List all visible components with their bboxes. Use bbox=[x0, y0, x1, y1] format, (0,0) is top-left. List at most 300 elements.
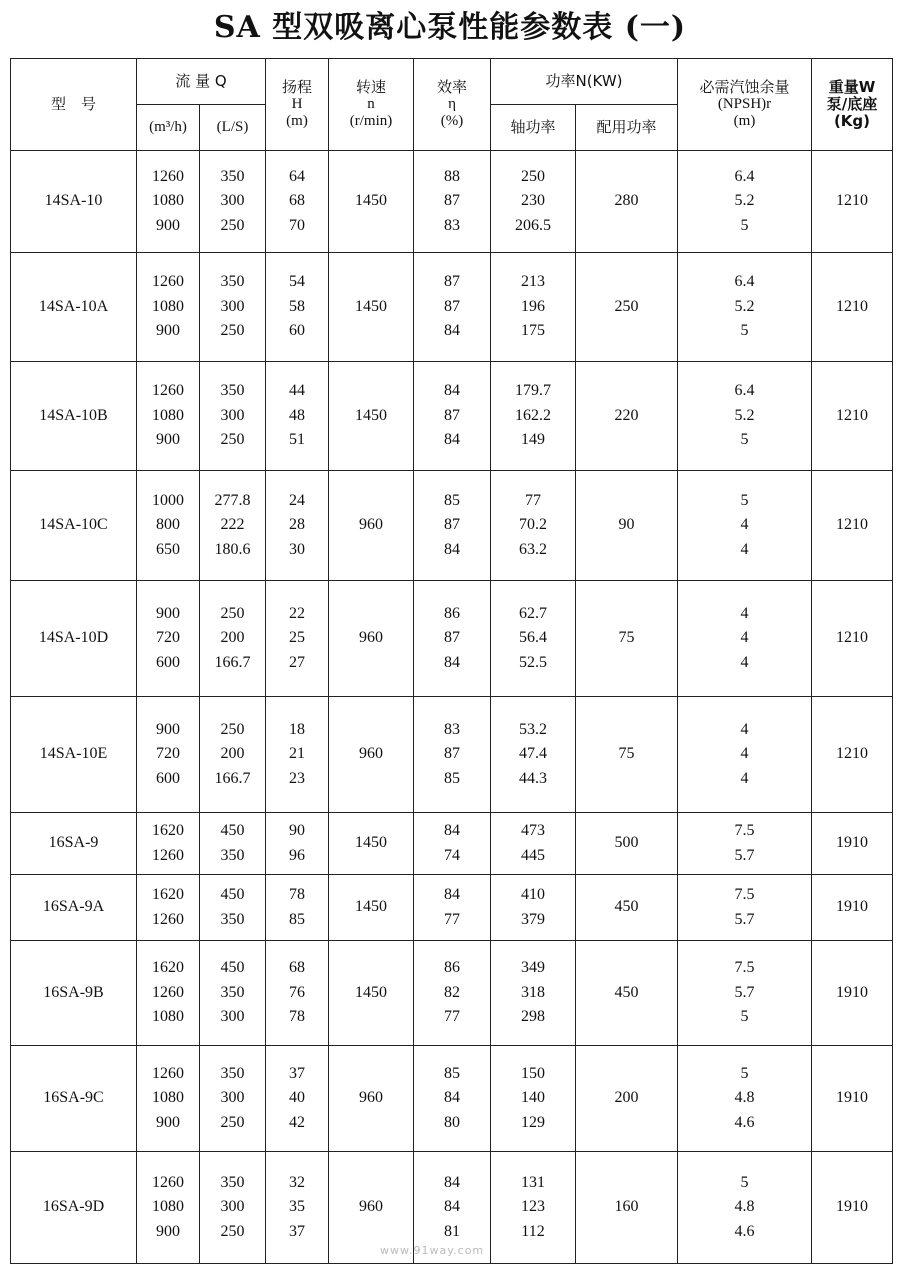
cell-weight: 1210 bbox=[812, 697, 893, 813]
cell-ls bbox=[200, 1046, 266, 1152]
cell-value: 4 bbox=[740, 629, 749, 647]
cell-value: 27 bbox=[289, 653, 305, 671]
cell-head bbox=[266, 1152, 329, 1264]
header-flow-ls: (L/S) bbox=[200, 105, 266, 151]
cell-value: 5.2 bbox=[734, 406, 755, 424]
cell-value: 96 bbox=[289, 846, 305, 864]
cell-value: 230 bbox=[521, 192, 545, 210]
cell-value: 150 bbox=[521, 1064, 545, 1082]
cell-shaft bbox=[491, 253, 576, 362]
cell-value: 87 bbox=[444, 516, 460, 534]
cell-value: 1260 bbox=[152, 846, 184, 864]
cell-value: 68 bbox=[289, 959, 305, 977]
cell-value: 4 bbox=[740, 653, 749, 671]
header-weight-l1: 重量W bbox=[828, 78, 876, 96]
header-power: 功率N(KW) bbox=[491, 59, 678, 105]
cell-head bbox=[266, 581, 329, 697]
cell-speed: 1450 bbox=[329, 813, 414, 875]
cell-value: 5 bbox=[740, 431, 749, 449]
cell-eff bbox=[414, 875, 491, 941]
cell-speed: 960 bbox=[329, 1046, 414, 1152]
cell-value: 58 bbox=[289, 297, 305, 315]
cell-npsh bbox=[678, 253, 812, 362]
cell-value: 250 bbox=[220, 431, 245, 449]
cell-shaft bbox=[491, 1152, 576, 1264]
cell-value: 4 bbox=[740, 604, 749, 622]
cell-ls bbox=[200, 253, 266, 362]
cell-value: 35 bbox=[289, 1198, 305, 1216]
cell-m3h bbox=[137, 151, 200, 253]
cell-value: 86 bbox=[444, 959, 460, 977]
cell-value: 149 bbox=[521, 431, 545, 449]
cell-value: 1260 bbox=[152, 910, 184, 928]
cell-shaft bbox=[491, 362, 576, 471]
cell-motor: 90 bbox=[576, 471, 678, 581]
table-row bbox=[11, 151, 893, 253]
cell-value: 298 bbox=[521, 1008, 545, 1026]
cell-eff bbox=[414, 362, 491, 471]
cell-value: 206.5 bbox=[515, 216, 551, 234]
cell-value: 87 bbox=[444, 192, 460, 210]
cell-ls bbox=[200, 151, 266, 253]
cell-value: 600 bbox=[156, 653, 180, 671]
cell-value: 200 bbox=[220, 629, 245, 647]
cell-weight: 1910 bbox=[812, 813, 893, 875]
cell-value: 7.5 bbox=[734, 822, 755, 839]
cell-eff bbox=[414, 471, 491, 581]
header-eff-l3: (%) bbox=[440, 113, 464, 129]
cell-value: 900 bbox=[156, 1222, 180, 1240]
cell-m3h bbox=[137, 941, 200, 1046]
cell-head bbox=[266, 362, 329, 471]
header-motor-power: 配用功率 bbox=[576, 105, 678, 151]
cell-value: 4.6 bbox=[734, 1113, 755, 1131]
cell-weight: 1910 bbox=[812, 875, 893, 941]
cell-value: 162.2 bbox=[515, 406, 551, 424]
cell-value: 410 bbox=[521, 886, 545, 903]
cell-ls bbox=[200, 875, 266, 941]
cell-value: 84 bbox=[444, 382, 460, 400]
cell-value: 1080 bbox=[152, 1198, 184, 1216]
cell-value: 37 bbox=[289, 1222, 305, 1240]
cell-motor: 200 bbox=[576, 1046, 678, 1152]
cell-value: 53.2 bbox=[519, 720, 547, 738]
cell-value: 1080 bbox=[152, 406, 184, 424]
cell-value: 78 bbox=[289, 886, 305, 903]
cell-motor: 500 bbox=[576, 813, 678, 875]
cell-head bbox=[266, 813, 329, 875]
cell-value: 5.7 bbox=[734, 983, 755, 1001]
cell-value: 85 bbox=[289, 910, 305, 928]
header-weight-l3: (Kg) bbox=[833, 112, 871, 130]
cell-value: 25 bbox=[289, 629, 305, 647]
cell-speed: 1450 bbox=[329, 151, 414, 253]
cell-value: 200 bbox=[220, 745, 245, 763]
cell-value: 350 bbox=[220, 382, 245, 400]
cell-weight: 1910 bbox=[812, 1152, 893, 1264]
cell-value: 84 bbox=[444, 886, 460, 903]
cell-value: 1080 bbox=[152, 1089, 184, 1107]
cell-value: 84 bbox=[444, 822, 460, 839]
header-shaft-power: 轴功率 bbox=[491, 105, 576, 151]
header-speed-l2: n bbox=[367, 96, 375, 112]
cell-value: 300 bbox=[220, 1089, 245, 1107]
cell-value: 83 bbox=[444, 216, 460, 234]
header-eff-l1: 效率 bbox=[436, 78, 467, 96]
table-row bbox=[11, 581, 893, 697]
cell-value: 166.7 bbox=[214, 653, 251, 671]
cell-value: 900 bbox=[156, 216, 180, 234]
cell-value: 37 bbox=[289, 1064, 305, 1082]
cell-value: 84 bbox=[444, 431, 460, 449]
header-head-l1: 扬程 bbox=[281, 78, 312, 96]
cell-value: 5 bbox=[740, 1008, 749, 1026]
table-row bbox=[11, 941, 893, 1046]
cell-value: 175 bbox=[521, 322, 545, 340]
table-row bbox=[11, 253, 893, 362]
cell-value: 450 bbox=[220, 822, 245, 839]
header-speed-l1: 转速 bbox=[355, 78, 386, 96]
cell-value: 1080 bbox=[152, 297, 184, 315]
header-row-1 bbox=[11, 59, 893, 105]
cell-model: 14SA-10E bbox=[11, 697, 137, 813]
cell-value: 90 bbox=[289, 822, 305, 839]
table-row bbox=[11, 813, 893, 875]
cell-eff bbox=[414, 253, 491, 362]
cell-head bbox=[266, 697, 329, 813]
table-row bbox=[11, 697, 893, 813]
cell-value: 6.4 bbox=[734, 382, 755, 400]
cell-m3h bbox=[137, 1152, 200, 1264]
cell-value: 1080 bbox=[152, 192, 184, 210]
cell-value: 86 bbox=[444, 604, 460, 622]
cell-value: 1260 bbox=[152, 167, 184, 185]
cell-value: 23 bbox=[289, 769, 305, 787]
cell-model: 14SA-10B bbox=[11, 362, 137, 471]
cell-eff bbox=[414, 151, 491, 253]
cell-value: 70.2 bbox=[519, 516, 547, 534]
cell-value: 5.7 bbox=[734, 910, 755, 928]
cell-value: 87 bbox=[444, 273, 460, 291]
cell-motor: 160 bbox=[576, 1152, 678, 1264]
header-npsh-l2: (NPSH)r bbox=[717, 96, 772, 112]
cell-ls bbox=[200, 1152, 266, 1264]
cell-value: 1080 bbox=[152, 1008, 184, 1026]
cell-head bbox=[266, 1046, 329, 1152]
cell-value: 87 bbox=[444, 745, 460, 763]
cell-value: 5 bbox=[740, 216, 749, 234]
header-head-l3: (m) bbox=[286, 113, 308, 129]
cell-npsh bbox=[678, 875, 812, 941]
cell-value: 300 bbox=[220, 1008, 245, 1026]
cell-weight: 1210 bbox=[812, 253, 893, 362]
cell-shaft bbox=[491, 875, 576, 941]
cell-eff bbox=[414, 1046, 491, 1152]
cell-ls bbox=[200, 813, 266, 875]
cell-m3h bbox=[137, 875, 200, 941]
cell-m3h bbox=[137, 697, 200, 813]
cell-value: 1000 bbox=[152, 491, 184, 509]
header-head-l2: H bbox=[291, 96, 303, 112]
cell-value: 32 bbox=[289, 1173, 305, 1191]
pump-performance-table bbox=[10, 58, 893, 1264]
cell-value: 350 bbox=[220, 846, 245, 864]
header-flow-m3h: (m³/h) bbox=[137, 105, 200, 151]
cell-value: 213 bbox=[521, 273, 545, 291]
cell-value: 82 bbox=[444, 983, 460, 1001]
cell-value: 179.7 bbox=[515, 382, 551, 400]
page-title: SA 型双吸离心泵性能参数表 (一) bbox=[213, 10, 687, 45]
header-head bbox=[266, 59, 329, 151]
watermark-text: www.91way.com bbox=[380, 1244, 485, 1257]
cell-value: 56.4 bbox=[519, 629, 547, 647]
cell-model: 16SA-9C bbox=[11, 1046, 137, 1152]
cell-value: 1260 bbox=[152, 983, 184, 1001]
cell-value: 4.8 bbox=[734, 1089, 755, 1107]
table-row bbox=[11, 471, 893, 581]
cell-npsh bbox=[678, 941, 812, 1046]
cell-value: 84 bbox=[444, 1089, 460, 1107]
cell-ls bbox=[200, 471, 266, 581]
cell-value: 277.8 bbox=[214, 491, 251, 509]
cell-m3h bbox=[137, 471, 200, 581]
cell-head bbox=[266, 941, 329, 1046]
cell-value: 77 bbox=[525, 491, 541, 509]
cell-value: 350 bbox=[220, 1173, 245, 1191]
cell-m3h bbox=[137, 253, 200, 362]
cell-value: 250 bbox=[220, 322, 245, 340]
header-npsh bbox=[678, 59, 812, 151]
cell-value: 720 bbox=[156, 629, 180, 647]
cell-value: 85 bbox=[444, 1064, 460, 1082]
cell-value: 44 bbox=[289, 382, 305, 400]
cell-ls bbox=[200, 362, 266, 471]
header-speed-l3: (r/min) bbox=[349, 113, 393, 129]
cell-value: 600 bbox=[156, 769, 180, 787]
cell-eff bbox=[414, 941, 491, 1046]
cell-value: 77 bbox=[444, 910, 460, 928]
cell-value: 800 bbox=[156, 516, 180, 534]
cell-value: 5 bbox=[740, 491, 749, 509]
cell-value: 48 bbox=[289, 406, 305, 424]
cell-eff bbox=[414, 813, 491, 875]
cell-value: 4 bbox=[740, 540, 749, 558]
cell-eff bbox=[414, 697, 491, 813]
cell-shaft bbox=[491, 1046, 576, 1152]
cell-ls bbox=[200, 697, 266, 813]
cell-value: 77 bbox=[444, 1008, 460, 1026]
cell-speed: 1450 bbox=[329, 362, 414, 471]
cell-ls bbox=[200, 941, 266, 1046]
cell-npsh bbox=[678, 471, 812, 581]
cell-motor: 280 bbox=[576, 151, 678, 253]
cell-motor: 75 bbox=[576, 581, 678, 697]
cell-ls bbox=[200, 581, 266, 697]
cell-value: 74 bbox=[444, 846, 460, 864]
cell-value: 87 bbox=[444, 629, 460, 647]
cell-speed: 960 bbox=[329, 1152, 414, 1264]
header-efficiency bbox=[414, 59, 491, 151]
cell-value: 85 bbox=[444, 491, 460, 509]
cell-weight: 1210 bbox=[812, 151, 893, 253]
cell-model: 16SA-9D bbox=[11, 1152, 137, 1264]
cell-value: 24 bbox=[289, 491, 305, 509]
cell-npsh bbox=[678, 813, 812, 875]
cell-value: 84 bbox=[444, 322, 460, 340]
cell-value: 1260 bbox=[152, 382, 184, 400]
cell-shaft bbox=[491, 471, 576, 581]
header-eff-l2: η bbox=[448, 96, 456, 112]
cell-value: 1260 bbox=[152, 273, 184, 291]
cell-value: 21 bbox=[289, 745, 305, 763]
cell-motor: 450 bbox=[576, 941, 678, 1046]
cell-value: 5.2 bbox=[734, 297, 755, 315]
cell-model: 14SA-10A bbox=[11, 253, 137, 362]
header-weight bbox=[812, 59, 893, 151]
header-npsh-l3: (m) bbox=[733, 113, 756, 129]
cell-value: 129 bbox=[521, 1113, 545, 1131]
cell-value: 81 bbox=[444, 1222, 460, 1240]
cell-value: 70 bbox=[289, 216, 305, 234]
cell-value: 900 bbox=[156, 720, 180, 738]
cell-head bbox=[266, 875, 329, 941]
cell-model: 14SA-10 bbox=[11, 151, 137, 253]
cell-value: 54 bbox=[289, 273, 305, 291]
cell-model: 14SA-10C bbox=[11, 471, 137, 581]
cell-value: 300 bbox=[220, 406, 245, 424]
cell-model: 16SA-9B bbox=[11, 941, 137, 1046]
cell-value: 1260 bbox=[152, 1173, 184, 1191]
cell-weight: 1910 bbox=[812, 941, 893, 1046]
cell-value: 166.7 bbox=[214, 769, 251, 787]
cell-motor: 450 bbox=[576, 875, 678, 941]
cell-speed: 960 bbox=[329, 697, 414, 813]
cell-value: 318 bbox=[521, 983, 545, 1001]
cell-value: 5.7 bbox=[734, 846, 755, 864]
cell-value: 5.2 bbox=[734, 192, 755, 210]
cell-motor: 250 bbox=[576, 253, 678, 362]
cell-value: 84 bbox=[444, 653, 460, 671]
cell-m3h bbox=[137, 813, 200, 875]
cell-value: 250 bbox=[220, 604, 245, 622]
cell-value: 250 bbox=[220, 1222, 245, 1240]
cell-value: 42 bbox=[289, 1113, 305, 1131]
cell-npsh bbox=[678, 151, 812, 253]
cell-value: 6.4 bbox=[734, 273, 755, 291]
cell-speed: 960 bbox=[329, 471, 414, 581]
cell-value: 300 bbox=[220, 1198, 245, 1216]
table-row bbox=[11, 362, 893, 471]
cell-value: 720 bbox=[156, 745, 180, 763]
cell-value: 473 bbox=[521, 822, 545, 839]
cell-value: 900 bbox=[156, 1113, 180, 1131]
cell-value: 60 bbox=[289, 322, 305, 340]
cell-motor: 75 bbox=[576, 697, 678, 813]
cell-npsh bbox=[678, 1152, 812, 1264]
cell-value: 84 bbox=[444, 1198, 460, 1216]
cell-value: 85 bbox=[444, 769, 460, 787]
cell-value: 350 bbox=[220, 910, 245, 928]
cell-value: 300 bbox=[220, 297, 245, 315]
cell-value: 76 bbox=[289, 983, 305, 1001]
cell-value: 5 bbox=[740, 1064, 749, 1082]
cell-speed: 1450 bbox=[329, 253, 414, 362]
cell-value: 350 bbox=[220, 167, 245, 185]
cell-npsh bbox=[678, 697, 812, 813]
cell-value: 379 bbox=[521, 910, 545, 928]
cell-value: 350 bbox=[220, 983, 245, 1001]
cell-value: 44.3 bbox=[519, 769, 547, 787]
header-flow: 流 量 Q bbox=[137, 59, 266, 105]
cell-shaft bbox=[491, 941, 576, 1046]
cell-weight: 1910 bbox=[812, 1046, 893, 1152]
cell-m3h bbox=[137, 1046, 200, 1152]
cell-head bbox=[266, 253, 329, 362]
cell-value: 131 bbox=[521, 1173, 545, 1191]
cell-model: 16SA-9A bbox=[11, 875, 137, 941]
cell-value: 5 bbox=[740, 1173, 749, 1191]
cell-value: 4 bbox=[740, 516, 749, 534]
cell-head bbox=[266, 151, 329, 253]
cell-speed: 1450 bbox=[329, 941, 414, 1046]
cell-value: 900 bbox=[156, 604, 180, 622]
cell-value: 1260 bbox=[152, 1064, 184, 1082]
cell-value: 18 bbox=[289, 720, 305, 738]
cell-npsh bbox=[678, 581, 812, 697]
cell-value: 68 bbox=[289, 192, 305, 210]
cell-value: 52.5 bbox=[519, 653, 547, 671]
cell-value: 900 bbox=[156, 431, 180, 449]
cell-value: 6.4 bbox=[734, 167, 755, 185]
header-npsh-l1: 必需汽蚀余量 bbox=[699, 78, 790, 96]
cell-value: 30 bbox=[289, 540, 305, 558]
cell-value: 78 bbox=[289, 1008, 305, 1026]
cell-model: 16SA-9 bbox=[11, 813, 137, 875]
cell-value: 64 bbox=[289, 167, 305, 185]
cell-value: 300 bbox=[220, 192, 245, 210]
cell-weight: 1210 bbox=[812, 362, 893, 471]
cell-value: 88 bbox=[444, 167, 460, 185]
cell-value: 84 bbox=[444, 540, 460, 558]
cell-speed: 1450 bbox=[329, 875, 414, 941]
cell-value: 250 bbox=[220, 216, 245, 234]
cell-value: 84 bbox=[444, 1173, 460, 1191]
cell-value: 250 bbox=[521, 167, 545, 185]
cell-value: 87 bbox=[444, 297, 460, 315]
cell-value: 22 bbox=[289, 604, 305, 622]
cell-value: 7.5 bbox=[734, 886, 755, 903]
cell-m3h bbox=[137, 581, 200, 697]
cell-shaft bbox=[491, 813, 576, 875]
cell-value: 63.2 bbox=[519, 540, 547, 558]
cell-value: 47.4 bbox=[519, 745, 547, 763]
cell-speed: 960 bbox=[329, 581, 414, 697]
cell-npsh bbox=[678, 362, 812, 471]
cell-value: 250 bbox=[220, 720, 245, 738]
cell-weight: 1210 bbox=[812, 471, 893, 581]
cell-value: 1620 bbox=[152, 886, 184, 903]
cell-value: 4.8 bbox=[734, 1198, 755, 1216]
header-model: 型 号 bbox=[11, 59, 137, 151]
cell-value: 445 bbox=[521, 846, 545, 864]
cell-value: 650 bbox=[156, 540, 180, 558]
cell-value: 4 bbox=[740, 720, 749, 738]
cell-npsh bbox=[678, 1046, 812, 1152]
cell-value: 5 bbox=[740, 322, 749, 340]
cell-weight: 1210 bbox=[812, 581, 893, 697]
cell-value: 7.5 bbox=[734, 959, 755, 977]
cell-value: 350 bbox=[220, 1064, 245, 1082]
